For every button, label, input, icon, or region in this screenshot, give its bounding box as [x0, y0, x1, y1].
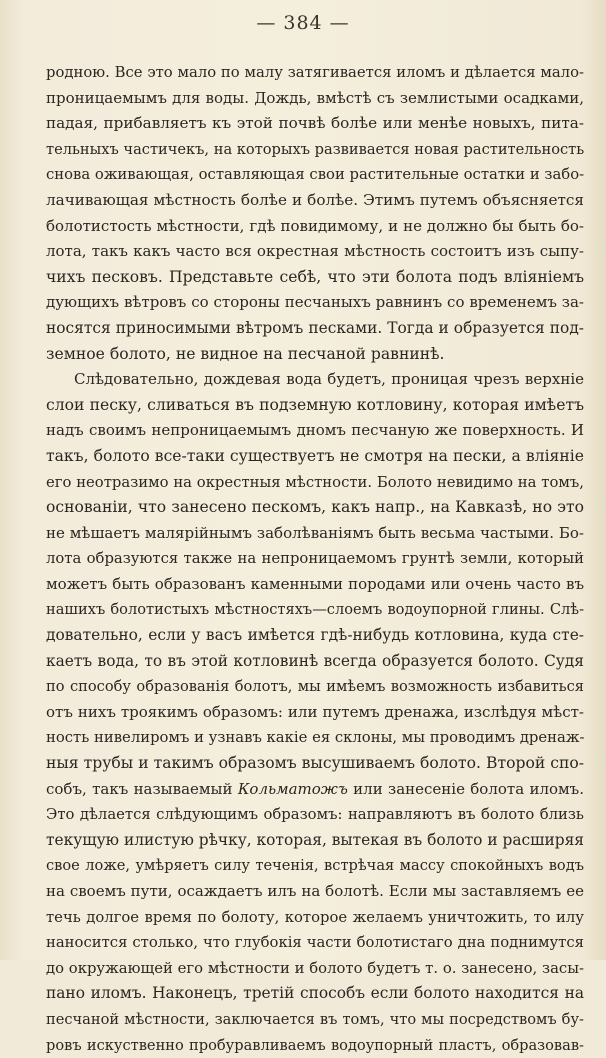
- text-line: чихъ песковъ. Представьте себѣ, что эти болота подъ вліяніемъ: [46, 267, 584, 286]
- italic-term: Кольматожъ: [237, 779, 348, 798]
- page-number: — 384 —: [256, 12, 350, 34]
- text-line: течь долгое время по болоту, которое желаемъ уничтожить, то илу: [46, 908, 584, 926]
- line-suffix: или занесеніе болота иломъ.: [347, 779, 584, 798]
- text-line: родною. Все это мало по малу затягивается иломъ и дѣлается мало-: [46, 64, 584, 81]
- text-line: снова оживающая, оставляющая свои растительные остатки и забо-: [46, 166, 585, 184]
- text-line: дующихъ вѣтровъ со стороны песчаныхъ равнинъ со временемъ за-: [46, 293, 584, 312]
- text-line: не мѣшаетъ малярійнымъ заболѣваніямъ быть весьма частыми. Бо-: [46, 523, 584, 542]
- text-line: лота, такъ какъ часто вся окрестная мѣстность состоитъ изъ сыпу-: [46, 242, 584, 261]
- text-line: ныя трубы и такимъ образомъ высушиваемъ болото. Второй спо-: [46, 754, 584, 773]
- text-line: довательно, если у васъ имѣется гдѣ-нибудь котловина, куда сте-: [46, 626, 584, 645]
- text-line: пано иломъ. Наконецъ, третій способъ если болото находится на: [46, 984, 584, 1003]
- text-line: тельныхъ частичекъ, на которыхъ развивается новая растительность: [46, 140, 585, 158]
- text-line: на своемъ пути, осаждаетъ илъ на болотѣ. Если мы заставляемъ ее: [46, 882, 584, 900]
- text-line: проницаемымъ для воды. Дождь, вмѣстѣ съ землистыми осадками,: [46, 88, 584, 107]
- text-line: слои песку, сливаться въ подземную котловину, которая имѣетъ: [46, 395, 584, 414]
- text-line: песчаной мѣстности, заключается въ томъ, что мы посредствомъ бу-: [46, 1010, 584, 1028]
- text-line: до окружающей его мѣстности и болото будетъ т. о. занесено, засы-: [46, 959, 584, 977]
- text-line: нашихъ болотистыхъ мѣстностяхъ—слоемъ водоупорной глины. Слѣ-: [46, 601, 584, 619]
- text-line: такъ, болото все-таки существуетъ не смотря на пески, а вліяніе: [46, 446, 584, 465]
- paragraph-start-line: Слѣдовательно, дождевая вода будетъ, проницая чрезъ верхніе: [74, 370, 584, 389]
- body-text: [46, 60, 584, 1058]
- text-line: лачивающая мѣстность болѣе и болѣе. Этимъ путемъ объясняется: [46, 190, 584, 209]
- text-line: каетъ вода, то въ этой котловинѣ всегда образуется болото. Судя: [46, 651, 584, 670]
- text-line: ровъ искуственно пробуравливаемъ водоупорный пластъ, образовав-: [46, 1036, 584, 1054]
- text-line: его неотразимо на окрестныя мѣстности. Болото невидимо на томъ,: [46, 473, 584, 491]
- text-line: падая, прибавляетъ къ этой почвѣ болѣе или менѣе новыхъ, пита-: [46, 114, 584, 133]
- paragraph-end-line: земное болото, не видное на песчаной равнинѣ.: [46, 344, 445, 363]
- text-line: ность нивелиромъ и узнавъ какіе ея склоны, мы проводимъ дренаж-: [46, 729, 585, 747]
- text-line: наносится столько, что глубокія части болотистаго дна поднимутся: [46, 934, 584, 952]
- text-line: основаніи, что занесено пескомъ, какъ напр., на Кавказѣ, но это: [46, 498, 584, 517]
- text-line-with-italic-term: [46, 777, 584, 803]
- text-line: лота образуются также на непроницаемомъ грунтѣ земли, который: [46, 550, 584, 568]
- line-prefix: собъ, такъ называемый: [46, 779, 238, 798]
- text-line: Это дѣлается слѣдующимъ образомъ: направляютъ въ болото близь: [46, 806, 584, 824]
- text-line: отъ нихъ троякимъ образомъ: или путемъ дренажа, изслѣдуя мѣст-: [46, 702, 584, 721]
- text-line: свое ложе, умѣряетъ силу теченія, встрѣчая массу спокойныхъ водъ: [46, 857, 584, 875]
- text-line: носятся приносимыми вѣтромъ песками. Тогда и образуется под-: [46, 318, 584, 337]
- text-line: можетъ быть образованъ каменными породами или очень часто въ: [46, 574, 584, 593]
- text-line: болотистость мѣстности, гдѣ повидимому, и не должно бы быть бо-: [46, 216, 584, 235]
- text-line: надъ своимъ непроницаемымъ дномъ песчаную же поверхность. И: [46, 421, 584, 440]
- text-line: по способу образованія болотъ, мы имѣемъ возможность избавиться: [46, 678, 584, 696]
- text-line: текущую илистую рѣчку, которая, вытекая въ болото и расширяя: [46, 830, 584, 849]
